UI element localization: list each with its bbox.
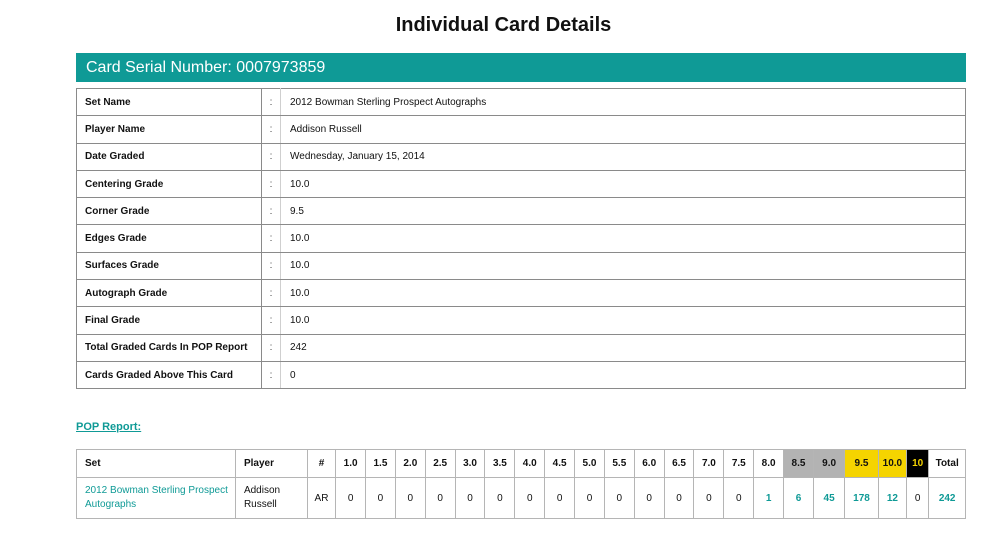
pop-count: 0: [366, 478, 396, 519]
detail-label: Cards Graded Above This Card: [77, 361, 262, 388]
pop-header-grade: 7.0: [694, 450, 724, 478]
detail-label: Edges Grade: [77, 225, 262, 252]
pop-header-grade: 2.5: [425, 450, 455, 478]
detail-separator: :: [262, 252, 281, 279]
detail-row-autograph-grade: [77, 280, 966, 307]
pop-header-grade: 9.0: [813, 450, 844, 478]
pop-count: 0: [664, 478, 694, 519]
page-title: Individual Card Details: [395, 14, 612, 36]
detail-value: 242: [281, 334, 966, 361]
pop-header-grade: 8.5: [784, 450, 814, 478]
pop-count-link[interactable]: 12: [878, 478, 906, 519]
pop-header-grade: 1.5: [366, 450, 396, 478]
pop-count: 0: [907, 478, 929, 519]
pop-header-set: Set: [77, 450, 236, 478]
pop-header-player: Player: [235, 450, 307, 478]
pop-count: 0: [545, 478, 575, 519]
serial-label: Card Serial Number:: [86, 59, 232, 76]
pop-header-grade: 6.0: [634, 450, 664, 478]
pop-header-total: Total: [929, 450, 966, 478]
pop-count: 0: [455, 478, 485, 519]
pop-data-row: [77, 478, 966, 519]
detail-separator: :: [262, 307, 281, 334]
pop-count: 0: [515, 478, 545, 519]
detail-label: Player Name: [77, 116, 262, 143]
card-serial-header: [76, 53, 966, 82]
pop-count: 0: [604, 478, 634, 519]
detail-row-surfaces-grade: [77, 252, 966, 279]
detail-separator: :: [262, 89, 281, 116]
detail-label: Surfaces Grade: [77, 252, 262, 279]
pop-count-link[interactable]: 1: [754, 478, 784, 519]
detail-row-player-name: [77, 116, 966, 143]
pop-set-link[interactable]: 2012 Bowman Sterling Prospect Autographs: [77, 478, 236, 519]
pop-count: 0: [575, 478, 605, 519]
detail-separator: :: [262, 198, 281, 225]
pop-header-grade: 4.5: [545, 450, 575, 478]
pop-player: Addison Russell: [235, 478, 307, 519]
detail-label: Final Grade: [77, 307, 262, 334]
detail-label: Centering Grade: [77, 170, 262, 197]
detail-value: 0: [281, 361, 966, 388]
pop-header-grade: 3.5: [485, 450, 515, 478]
detail-separator: :: [262, 116, 281, 143]
detail-value: 10.0: [281, 170, 966, 197]
detail-value: Wednesday, January 15, 2014: [281, 143, 966, 170]
pop-header-grade: 4.0: [515, 450, 545, 478]
pop-count: 0: [634, 478, 664, 519]
detail-value: 9.5: [281, 198, 966, 225]
detail-label: Set Name: [77, 89, 262, 116]
pop-header-grade: 7.5: [724, 450, 754, 478]
detail-row-graded-above: [77, 361, 966, 388]
pop-header-grade: 10.0: [878, 450, 906, 478]
detail-label: Total Graded Cards In POP Report: [77, 334, 262, 361]
detail-row-date-graded: [77, 143, 966, 170]
detail-value: 10.0: [281, 225, 966, 252]
detail-value: 10.0: [281, 307, 966, 334]
pop-header-grade: 6.5: [664, 450, 694, 478]
pop-header-grade: 5.0: [575, 450, 605, 478]
pop-count-link[interactable]: 178: [845, 478, 878, 519]
pop-header-grade: 10: [907, 450, 929, 478]
pop-count-link[interactable]: 6: [784, 478, 814, 519]
pop-report-table: [76, 449, 966, 519]
detail-row-final-grade: [77, 307, 966, 334]
pop-card-number: AR: [307, 478, 335, 519]
detail-value: Addison Russell: [281, 116, 966, 143]
detail-row-edges-grade: [77, 225, 966, 252]
pop-header-grade: 9.5: [845, 450, 878, 478]
detail-value: 2012 Bowman Sterling Prospect Autographs: [281, 89, 966, 116]
detail-separator: :: [262, 143, 281, 170]
pop-header-row: [77, 450, 966, 478]
detail-label: Corner Grade: [77, 198, 262, 225]
pop-header-number: #: [307, 450, 335, 478]
detail-separator: :: [262, 280, 281, 307]
pop-header-grade: 1.0: [336, 450, 366, 478]
detail-row-total-graded: [77, 334, 966, 361]
serial-number: 0007973859: [236, 59, 326, 76]
detail-label: Autograph Grade: [77, 280, 262, 307]
detail-row-centering-grade: [77, 170, 966, 197]
detail-value: 10.0: [281, 252, 966, 279]
pop-total-link[interactable]: 242: [929, 478, 966, 519]
detail-row-corner-grade: [77, 198, 966, 225]
pop-header-grade: 2.0: [395, 450, 425, 478]
pop-count: 0: [694, 478, 724, 519]
pop-count: 0: [395, 478, 425, 519]
pop-count: 0: [485, 478, 515, 519]
pop-header-grade: 8.0: [754, 450, 784, 478]
detail-separator: :: [262, 334, 281, 361]
detail-separator: :: [262, 225, 281, 252]
detail-value: 10.0: [281, 280, 966, 307]
pop-header-grade: 3.0: [455, 450, 485, 478]
pop-header-grade: 5.5: [604, 450, 634, 478]
pop-report-link[interactable]: POP Report:: [76, 421, 142, 433]
detail-separator: :: [262, 361, 281, 388]
pop-count: 0: [425, 478, 455, 519]
pop-count: 0: [336, 478, 366, 519]
pop-count: 0: [724, 478, 754, 519]
detail-row-set-name: [77, 89, 966, 116]
pop-count-link[interactable]: 45: [813, 478, 844, 519]
card-details-table: [76, 88, 966, 389]
detail-separator: :: [262, 170, 281, 197]
detail-label: Date Graded: [77, 143, 262, 170]
